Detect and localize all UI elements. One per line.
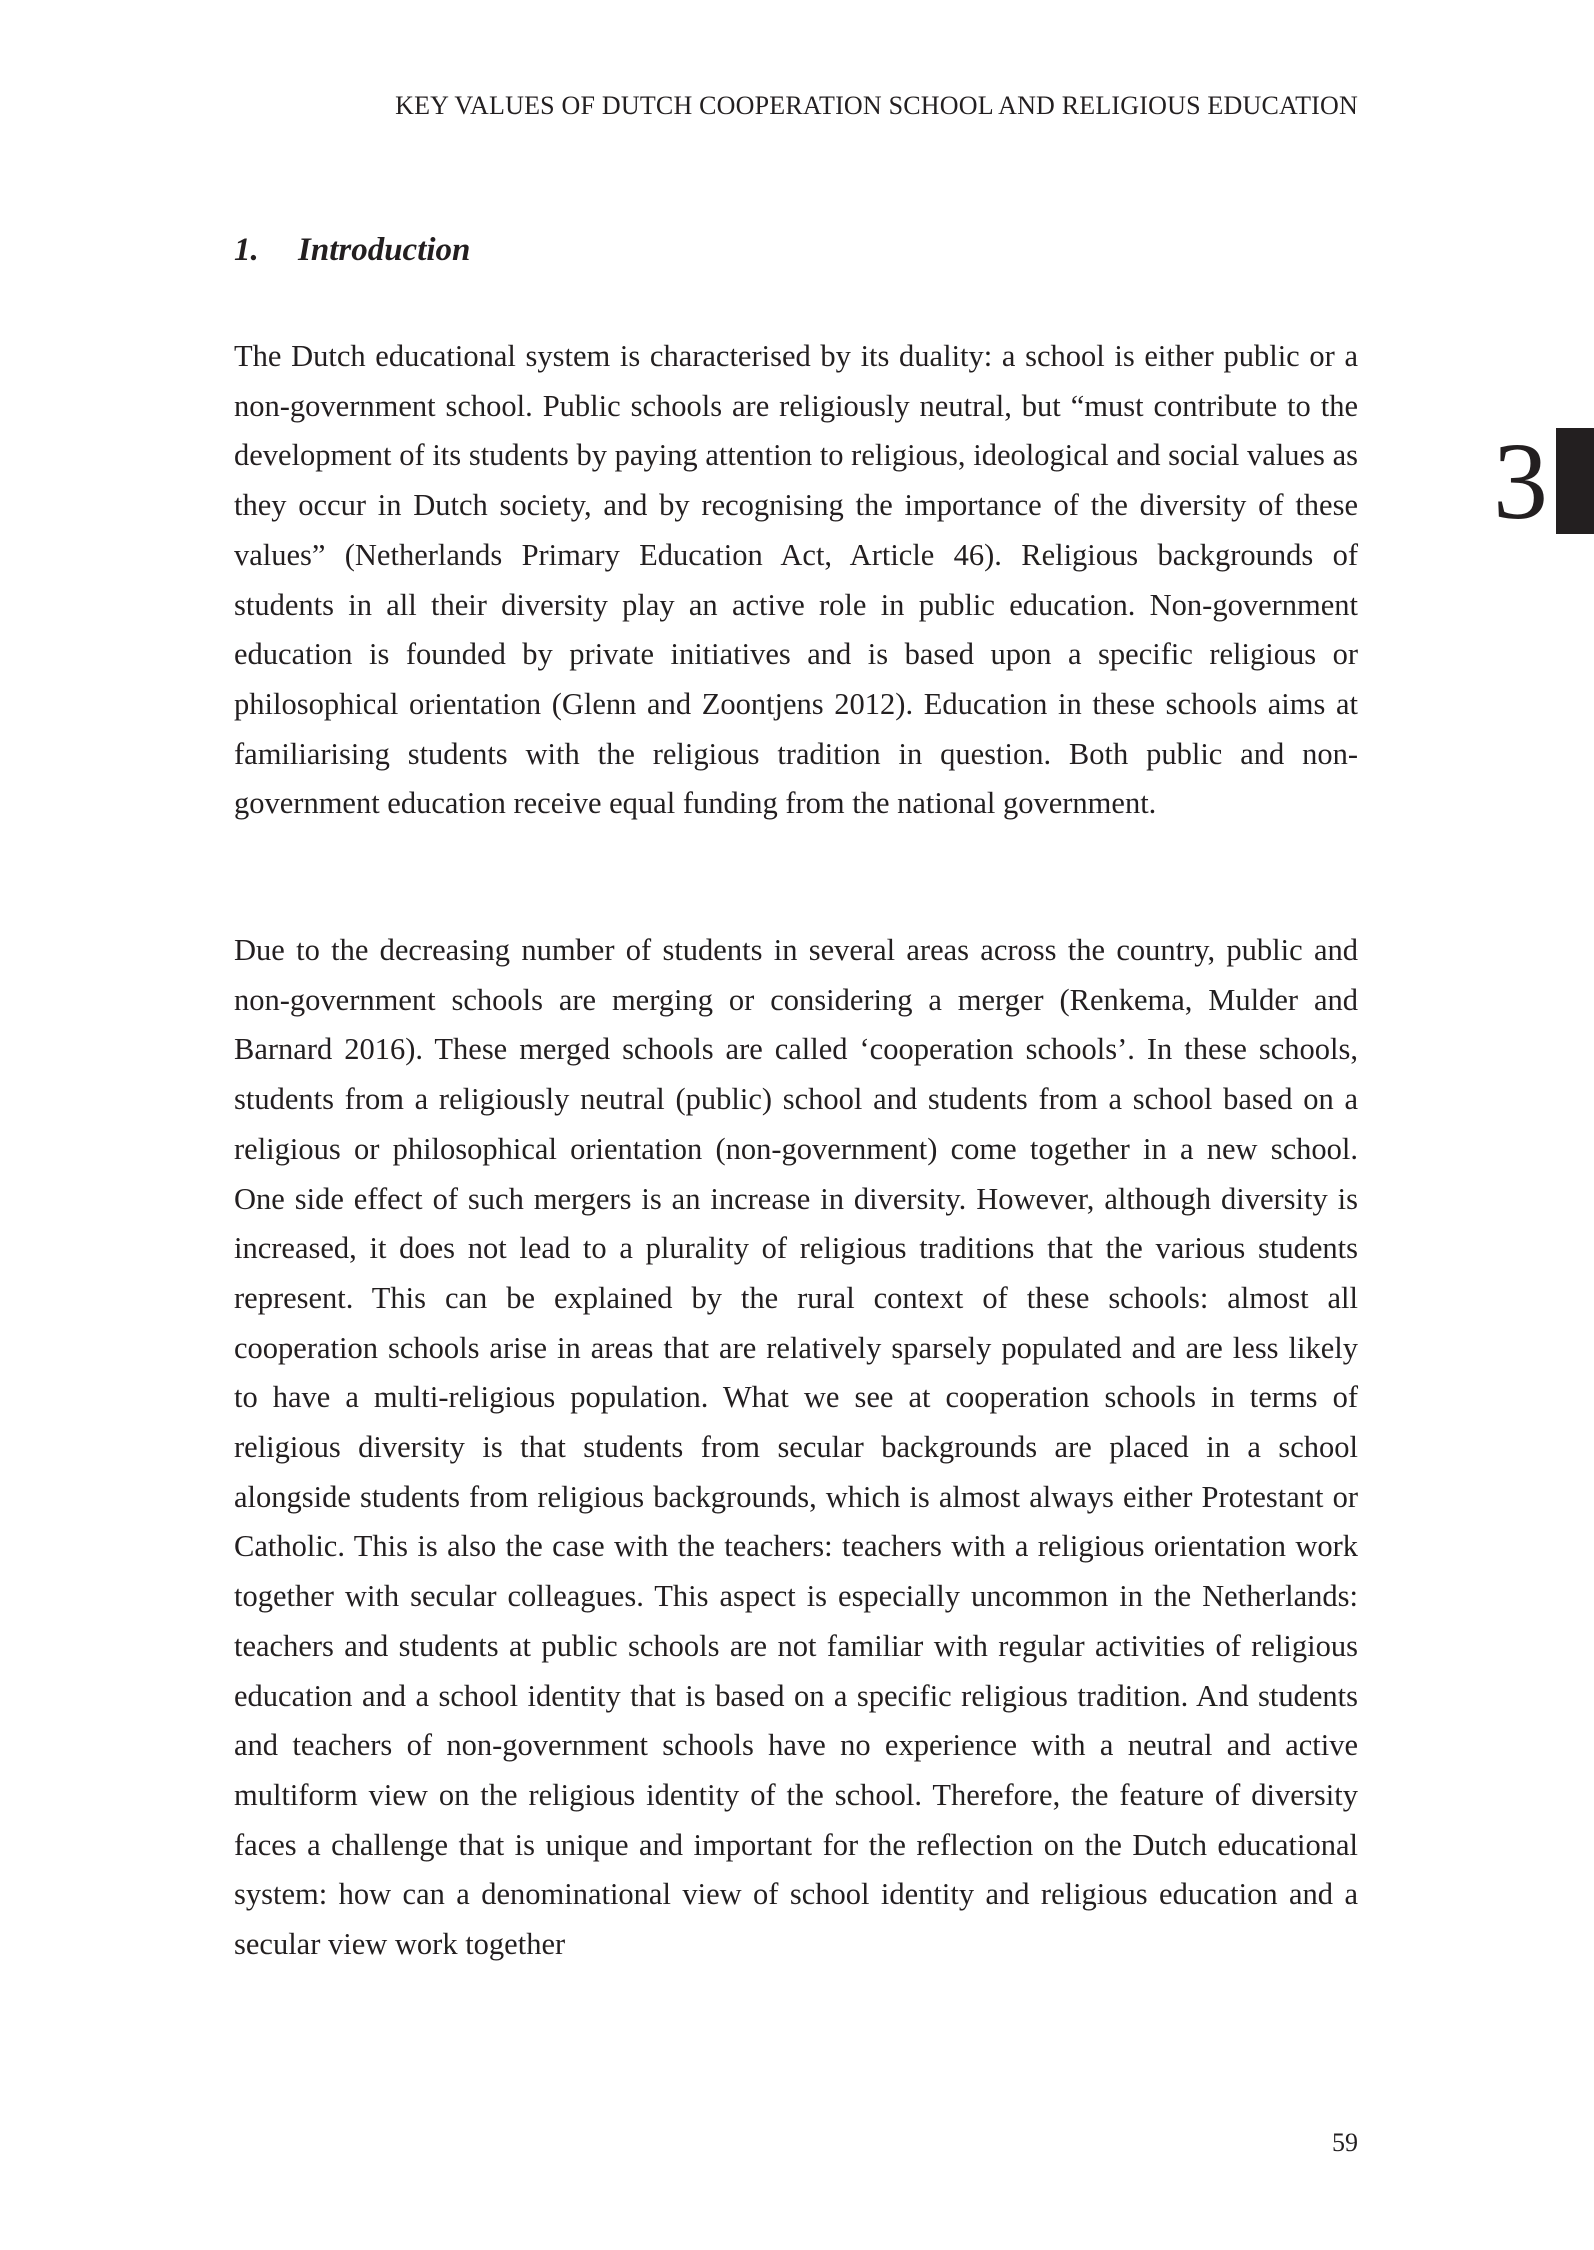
section-heading [234,232,470,269]
section-title: Introduction [298,232,471,268]
body-paragraph-2: Due to the decreasing number of students in several areas across the country, public and non-government schools are merging or considering a merger (Renkema, Mulder and Barnard 2016). These merged schools are called ‘cooperation schools’. In these schools, students from a religiously neutral (public) school and students from a school based on a religious or philosophical orientation (non-government) come together in a new school. One side effect of such mergers is an increase in diversity. However, although diversity is increased, it does not lead to a plurality of religious traditions that the various students represent. This can be explained by the rural context of these schools: almost all cooperation schools arise in areas that are relatively sparsely populated and are less likely to have a multi-religious population. What we see at cooperation schools in terms of religious diversity is that students from secular backgrounds are placed in a school alongside students from religious backgrounds, which is almost always either Protestant or Catholic. This is also the case with the teachers: teachers with a religious orientation work together with secular colleagues. This aspect is especially uncommon in the Netherlands: teachers and students at public schools are not familiar with regular activities of religious education and a school identity that is based on a specific religious tradition. And students and teachers of non-government schools have no experience with a neutral and active multiform view on the religious identity of the school. Therefore, the feature of diversity faces a challenge that is unique and important for the reflection on the Dutch educational system: how can a denominational view of school identity and religious education and a secular view work together [234,933,1358,1962]
running-header: KEY VALUES OF DUTCH COOPERATION SCHOOL AND RELIGIOUS EDUCATION [395,91,1358,120]
page-number: 59 [1332,2128,1358,2157]
chapter-number: 3 [1493,420,1548,542]
chapter-marker-bar [1556,428,1594,534]
chapter-thumb-tab [1493,420,1594,542]
section-number: 1. [234,232,259,268]
body-paragraph-1: The Dutch educational system is characterised by its duality: a school is either public or a non-government school. Public schools are religiously neutral, but “must contribute to the development of its students by paying attention to religious, ideological and social values as they occur in Dutch society, and by recognising the importance of the diversity of these values” (Netherlands Primary Education Act, Article 46). Religious backgrounds of students in all their diversity play an active role in public education. Non-government education is founded by private initiatives and is based upon a specific religious or philosophical orientation (Glenn and Zoontjens 2012). Education in these schools aims at familiarising students with the religious tradition in question. Both public and non-government education receive equal funding from the national government. [234,339,1358,821]
